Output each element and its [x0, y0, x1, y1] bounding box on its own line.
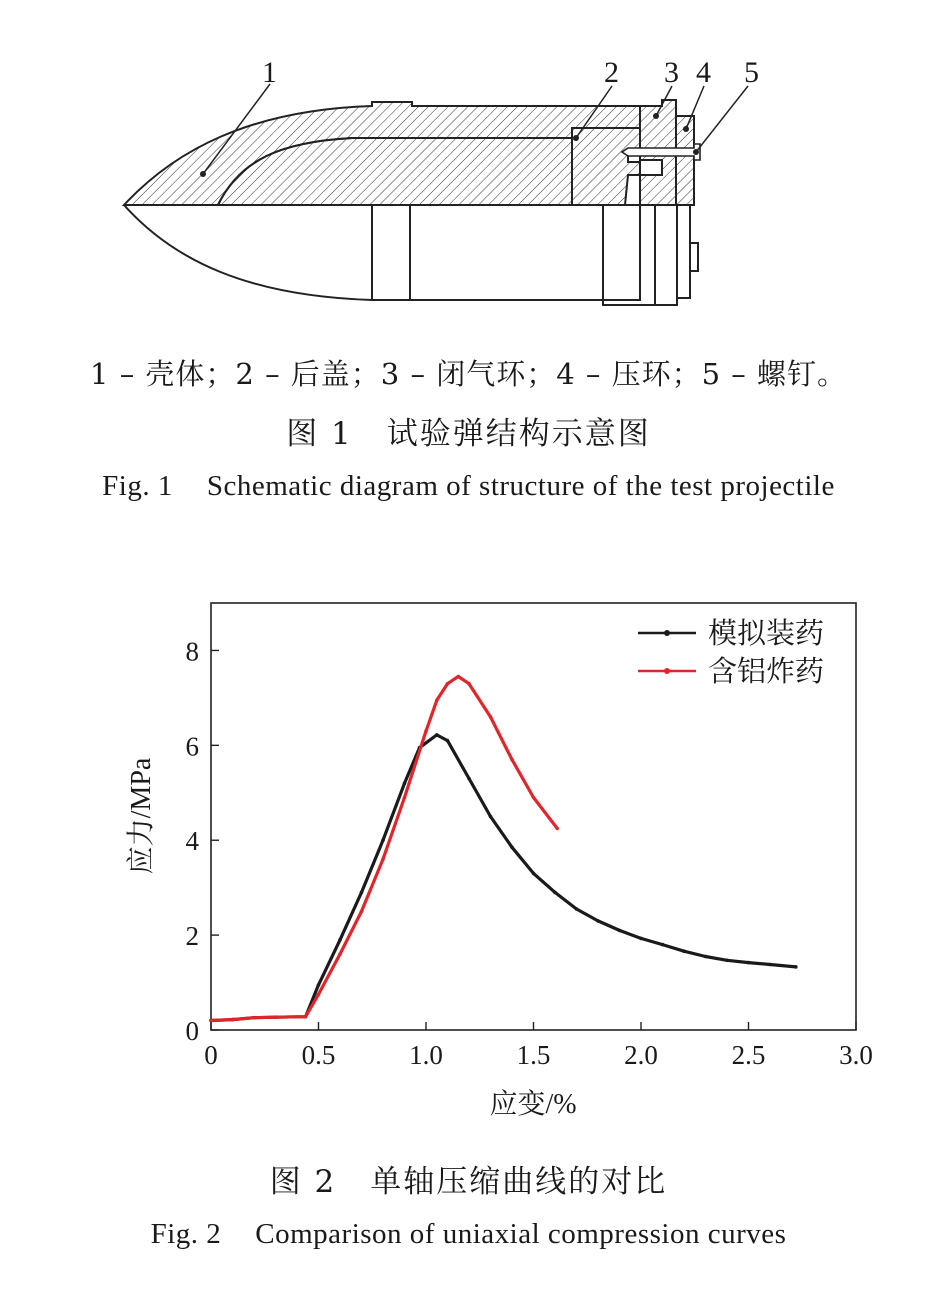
y-axis-label: 应力/MPa [126, 757, 157, 875]
data-point [360, 891, 364, 895]
data-point [618, 929, 622, 933]
data-point [661, 943, 665, 947]
data-point [725, 959, 729, 963]
data-point [510, 758, 514, 762]
x-tick-label: 0 [204, 1040, 218, 1070]
rear-cover [572, 128, 640, 205]
legend-marker-1 [664, 630, 670, 636]
data-point [794, 965, 798, 969]
data-point [575, 907, 579, 911]
data-point [360, 910, 364, 914]
data-point [231, 1018, 235, 1022]
shell-body [124, 102, 640, 205]
series-line-1 [211, 735, 796, 1021]
data-point [768, 963, 772, 967]
data-point [457, 675, 461, 679]
y-tick-label: 4 [185, 826, 199, 857]
data-point [317, 993, 321, 997]
figure2-caption-cn [0, 1156, 937, 1201]
data-point [403, 796, 407, 800]
data-point [381, 838, 385, 842]
data-point [747, 961, 751, 965]
y-tick-label: 0 [185, 1016, 199, 1046]
x-axis-label: 应变/% [489, 1089, 577, 1120]
part-label-5: 5 [744, 56, 759, 89]
data-point [510, 846, 514, 850]
figure1-caption-cn-label: 图 1 [286, 416, 353, 452]
data-point [446, 739, 450, 743]
data-point [446, 682, 450, 686]
figure1-caption-cn-text: 试验弹结构示意图 [386, 416, 651, 452]
x-tick-label: 2.5 [731, 1040, 766, 1070]
data-point [403, 782, 407, 786]
data-point [596, 919, 600, 923]
data-point [555, 827, 559, 831]
compression-curve-chart [0, 560, 937, 1140]
x-tick-label: 2.0 [624, 1040, 658, 1070]
figure2-caption-en [0, 1218, 937, 1251]
data-point [209, 1019, 213, 1023]
figure2-caption-en-text: Comparison of uniaxial compression curves [255, 1218, 787, 1250]
legend-label-2: 含铝炸药 [708, 656, 825, 688]
figure1-caption-en-text: Schematic diagram of structure of the test projectile [206, 470, 835, 502]
data-point [338, 938, 342, 942]
data-point [639, 937, 643, 941]
x-tick-label: 0.5 [301, 1040, 336, 1070]
data-point [532, 796, 536, 800]
data-point [682, 949, 686, 953]
part-label-4: 4 [696, 56, 711, 89]
data-point [435, 733, 439, 737]
data-point [317, 983, 321, 987]
data-point [252, 1016, 256, 1020]
figure1-caption-cn [0, 408, 937, 453]
data-point [704, 955, 708, 959]
figure2-caption-en-label: Fig. 2 [150, 1218, 222, 1250]
data-point [553, 891, 557, 895]
data-point [304, 1015, 308, 1019]
projectile-schematic [0, 0, 937, 340]
figure1-caption-en-label: Fig. 1 [102, 470, 173, 502]
data-point [489, 715, 493, 719]
figure2-caption-cn-label: 图 2 [269, 1164, 337, 1200]
data-point [338, 952, 342, 956]
data-point [274, 1015, 278, 1019]
data-point [424, 729, 428, 733]
data-point [381, 857, 385, 861]
data-point [467, 777, 471, 781]
legend-marker-2 [664, 668, 670, 674]
y-tick-label: 2 [185, 921, 199, 952]
figure2-caption-cn-text: 单轴压缩曲线的对比 [370, 1164, 668, 1200]
part-label-2: 2 [604, 56, 619, 89]
y-tick-label: 6 [185, 731, 199, 762]
part-label-1: 1 [262, 56, 277, 89]
driving-band [372, 205, 410, 300]
figure1-caption-en [0, 470, 937, 503]
x-tick-label: 1.0 [409, 1040, 443, 1070]
shell-lower-outline [124, 205, 640, 300]
data-point [467, 682, 471, 686]
data-point [532, 872, 536, 876]
y-tick-label: 8 [185, 636, 199, 667]
legend-label-1: 模拟装药 [708, 618, 825, 650]
x-tick-label: 3.0 [839, 1040, 873, 1070]
figure1-parts-legend: 1 – 壳体；2 – 后盖；3 – 闭气环；4 – 压环；5 – 螺钉。 [90, 357, 847, 391]
series-line-2 [211, 677, 557, 1021]
part-label-3: 3 [664, 56, 679, 89]
x-tick-label: 1.5 [516, 1040, 551, 1070]
data-point [489, 815, 493, 819]
data-point [435, 699, 439, 703]
